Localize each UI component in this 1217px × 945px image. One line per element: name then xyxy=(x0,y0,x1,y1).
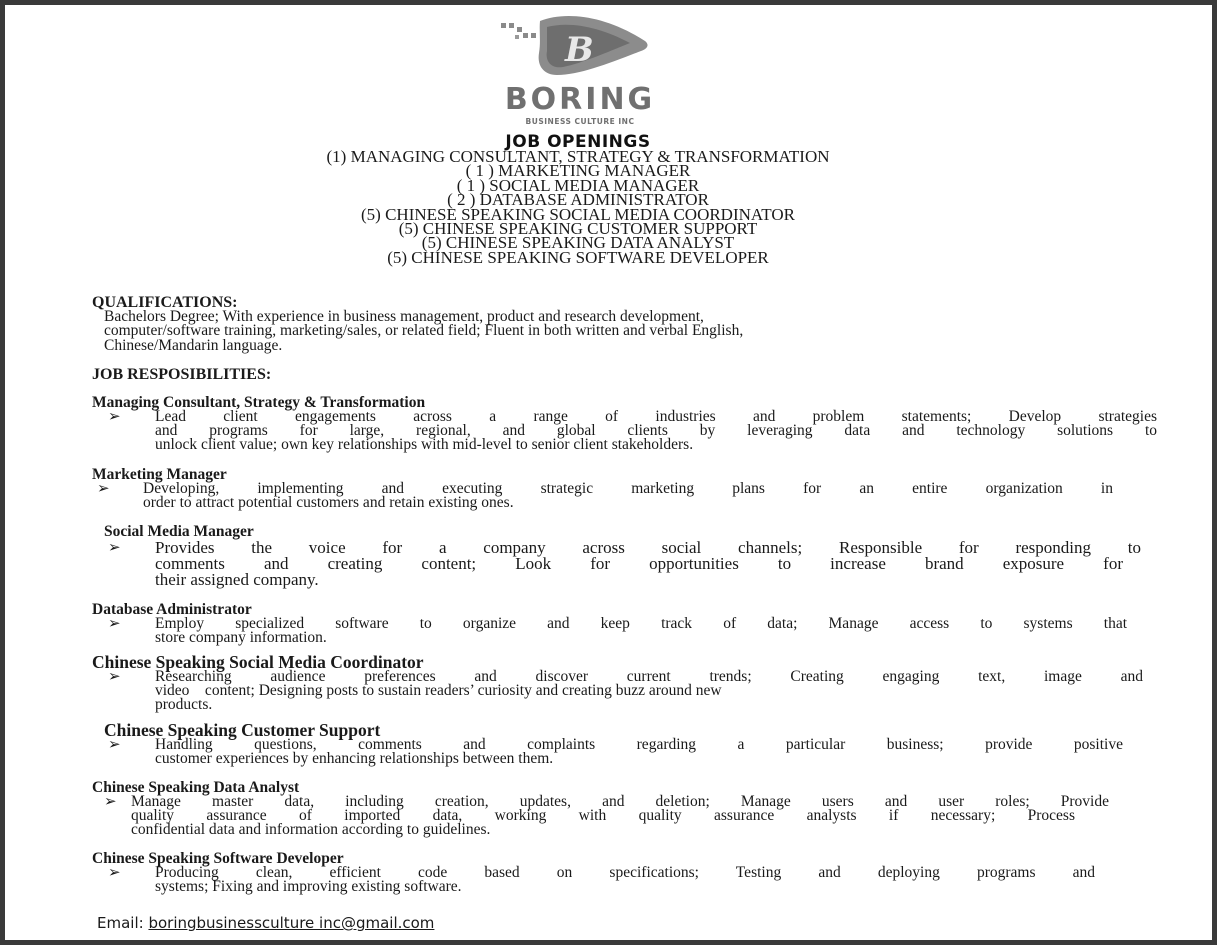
job-openings-list xyxy=(5,147,1151,267)
qualifications-line: Chinese/Mandarin language. xyxy=(104,337,283,354)
bullet-icon: ➢ xyxy=(104,794,117,810)
bullet-icon: ➢ xyxy=(97,481,110,497)
contact-email xyxy=(97,914,434,932)
bullet-icon: ➢ xyxy=(108,540,121,556)
logo-subtitle: BUSINESS CULTURE INC xyxy=(525,117,635,126)
role-description-line: Researching audience preferences and discover current trends; Creating engaging text, image and xyxy=(155,668,1143,685)
role-description-line: Handling questions, comments and complaints regarding a particular business; provide positive xyxy=(155,736,1123,753)
role-title-data-analyst: Chinese Speaking Data Analyst xyxy=(92,779,300,796)
role-description-line: video content; Designing posts to sustain readers’ curiosity and creating buzz around new xyxy=(155,682,722,699)
role-description-line: Provides the voice for a company across social channels; Responsible for responding to xyxy=(155,538,1141,557)
bullet-icon: ➢ xyxy=(108,616,121,632)
role-description-line: confidential data and information according to guidelines. xyxy=(131,821,491,838)
list-item: ( 2 ) DATABASE ADMINISTRATOR xyxy=(447,190,709,210)
role-description-line: store company information. xyxy=(155,629,327,646)
role-description-line: their assigned company. xyxy=(155,570,319,589)
list-item: (5) CHINESE SPEAKING CUSTOMER SUPPORT xyxy=(398,218,758,238)
qualifications-line: Bachelors Degree; With experience in business management, product and research development, xyxy=(104,308,704,325)
role-description-line: Developing, implementing and executing strategic marketing plans for an entire organization in xyxy=(143,480,1113,497)
qualifications-line: computer/software training, marketing/sales, or related field; Fluent in both written and verbal English, xyxy=(104,322,744,339)
qualifications-heading: QUALIFICATIONS: xyxy=(92,294,238,311)
role-description-line: comments and creating content; Look for opportunities to increase brand exposure for xyxy=(155,554,1123,573)
email-label: Email: xyxy=(97,914,144,932)
role-description-line: Employ specialized software to organize and keep track of data; Manage access to systems that xyxy=(155,615,1127,632)
role-title-marketing-manager: Marketing Manager xyxy=(92,466,227,483)
role-description-line: systems; Fixing and improving existing software. xyxy=(155,878,462,895)
logo-wordmark: BORING xyxy=(504,82,656,117)
role-description-line: products. xyxy=(155,696,213,713)
list-item: (5) CHINESE SPEAKING SOFTWARE DEVELOPER xyxy=(387,247,769,267)
role-title-database-administrator: Database Administrator xyxy=(92,601,252,618)
company-logo xyxy=(465,13,695,126)
bullet-icon: ➢ xyxy=(108,737,121,753)
logo-emblem-icon xyxy=(495,13,665,83)
role-description-line: quality assurance of imported data, working with quality assurance analysts if necessary; Process xyxy=(131,807,1075,824)
email-link[interactable]: boringbusinessculture inc@gmail.com xyxy=(148,914,435,932)
role-description-line: order to attract potential customers and retain existing ones. xyxy=(143,494,514,511)
role-description-line: Lead client engagements across a range of industries and problem statements; Develop strategies xyxy=(155,408,1157,425)
role-description-line: and programs for large, regional, and global clients by leveraging data and technology solutions to xyxy=(155,422,1157,439)
list-item: ( 1 ) SOCIAL MEDIA MANAGER xyxy=(456,175,700,195)
list-item: (5) CHINESE SPEAKING SOCIAL MEDIA COORDINATOR xyxy=(361,204,795,224)
role-description-line: Producing clean, efficient code based on specifications; Testing and deploying programs and xyxy=(155,864,1095,881)
bullet-icon: ➢ xyxy=(108,409,121,425)
role-description-line: customer experiences by enhancing relationships between them. xyxy=(155,750,554,767)
role-title-software-developer: Chinese Speaking Software Developer xyxy=(92,850,344,867)
list-item: ( 1 ) MARKETING MANAGER xyxy=(465,161,691,181)
role-description-line: Manage master data, including creation, updates, and deletion; Manage users and user roles; Provide xyxy=(131,793,1109,810)
bullet-icon: ➢ xyxy=(108,865,121,881)
bullet-icon: ➢ xyxy=(108,669,121,685)
role-title-customer-support: Chinese Speaking Customer Support xyxy=(104,720,381,740)
role-title-social-media-coordinator: Chinese Speaking Social Media Coordinator xyxy=(92,652,424,672)
list-item: (5) CHINESE SPEAKING DATA ANALYST xyxy=(421,233,735,253)
svg-text:B: B xyxy=(565,30,594,70)
role-title-managing-consultant: Managing Consultant, Strategy & Transformation xyxy=(92,394,426,411)
responsibilities-heading: JOB RESPOSIBILITIES: xyxy=(92,366,272,383)
role-description-line: unlock client value; own key relationships with mid-level to senior client stakeholders. xyxy=(155,436,694,453)
role-title-social-media-manager: Social Media Manager xyxy=(104,523,254,540)
job-openings-heading: JOB OPENINGS xyxy=(505,132,651,152)
list-item: (1) MANAGING CONSULTANT, STRATEGY & TRANSFORMATION xyxy=(326,147,830,166)
